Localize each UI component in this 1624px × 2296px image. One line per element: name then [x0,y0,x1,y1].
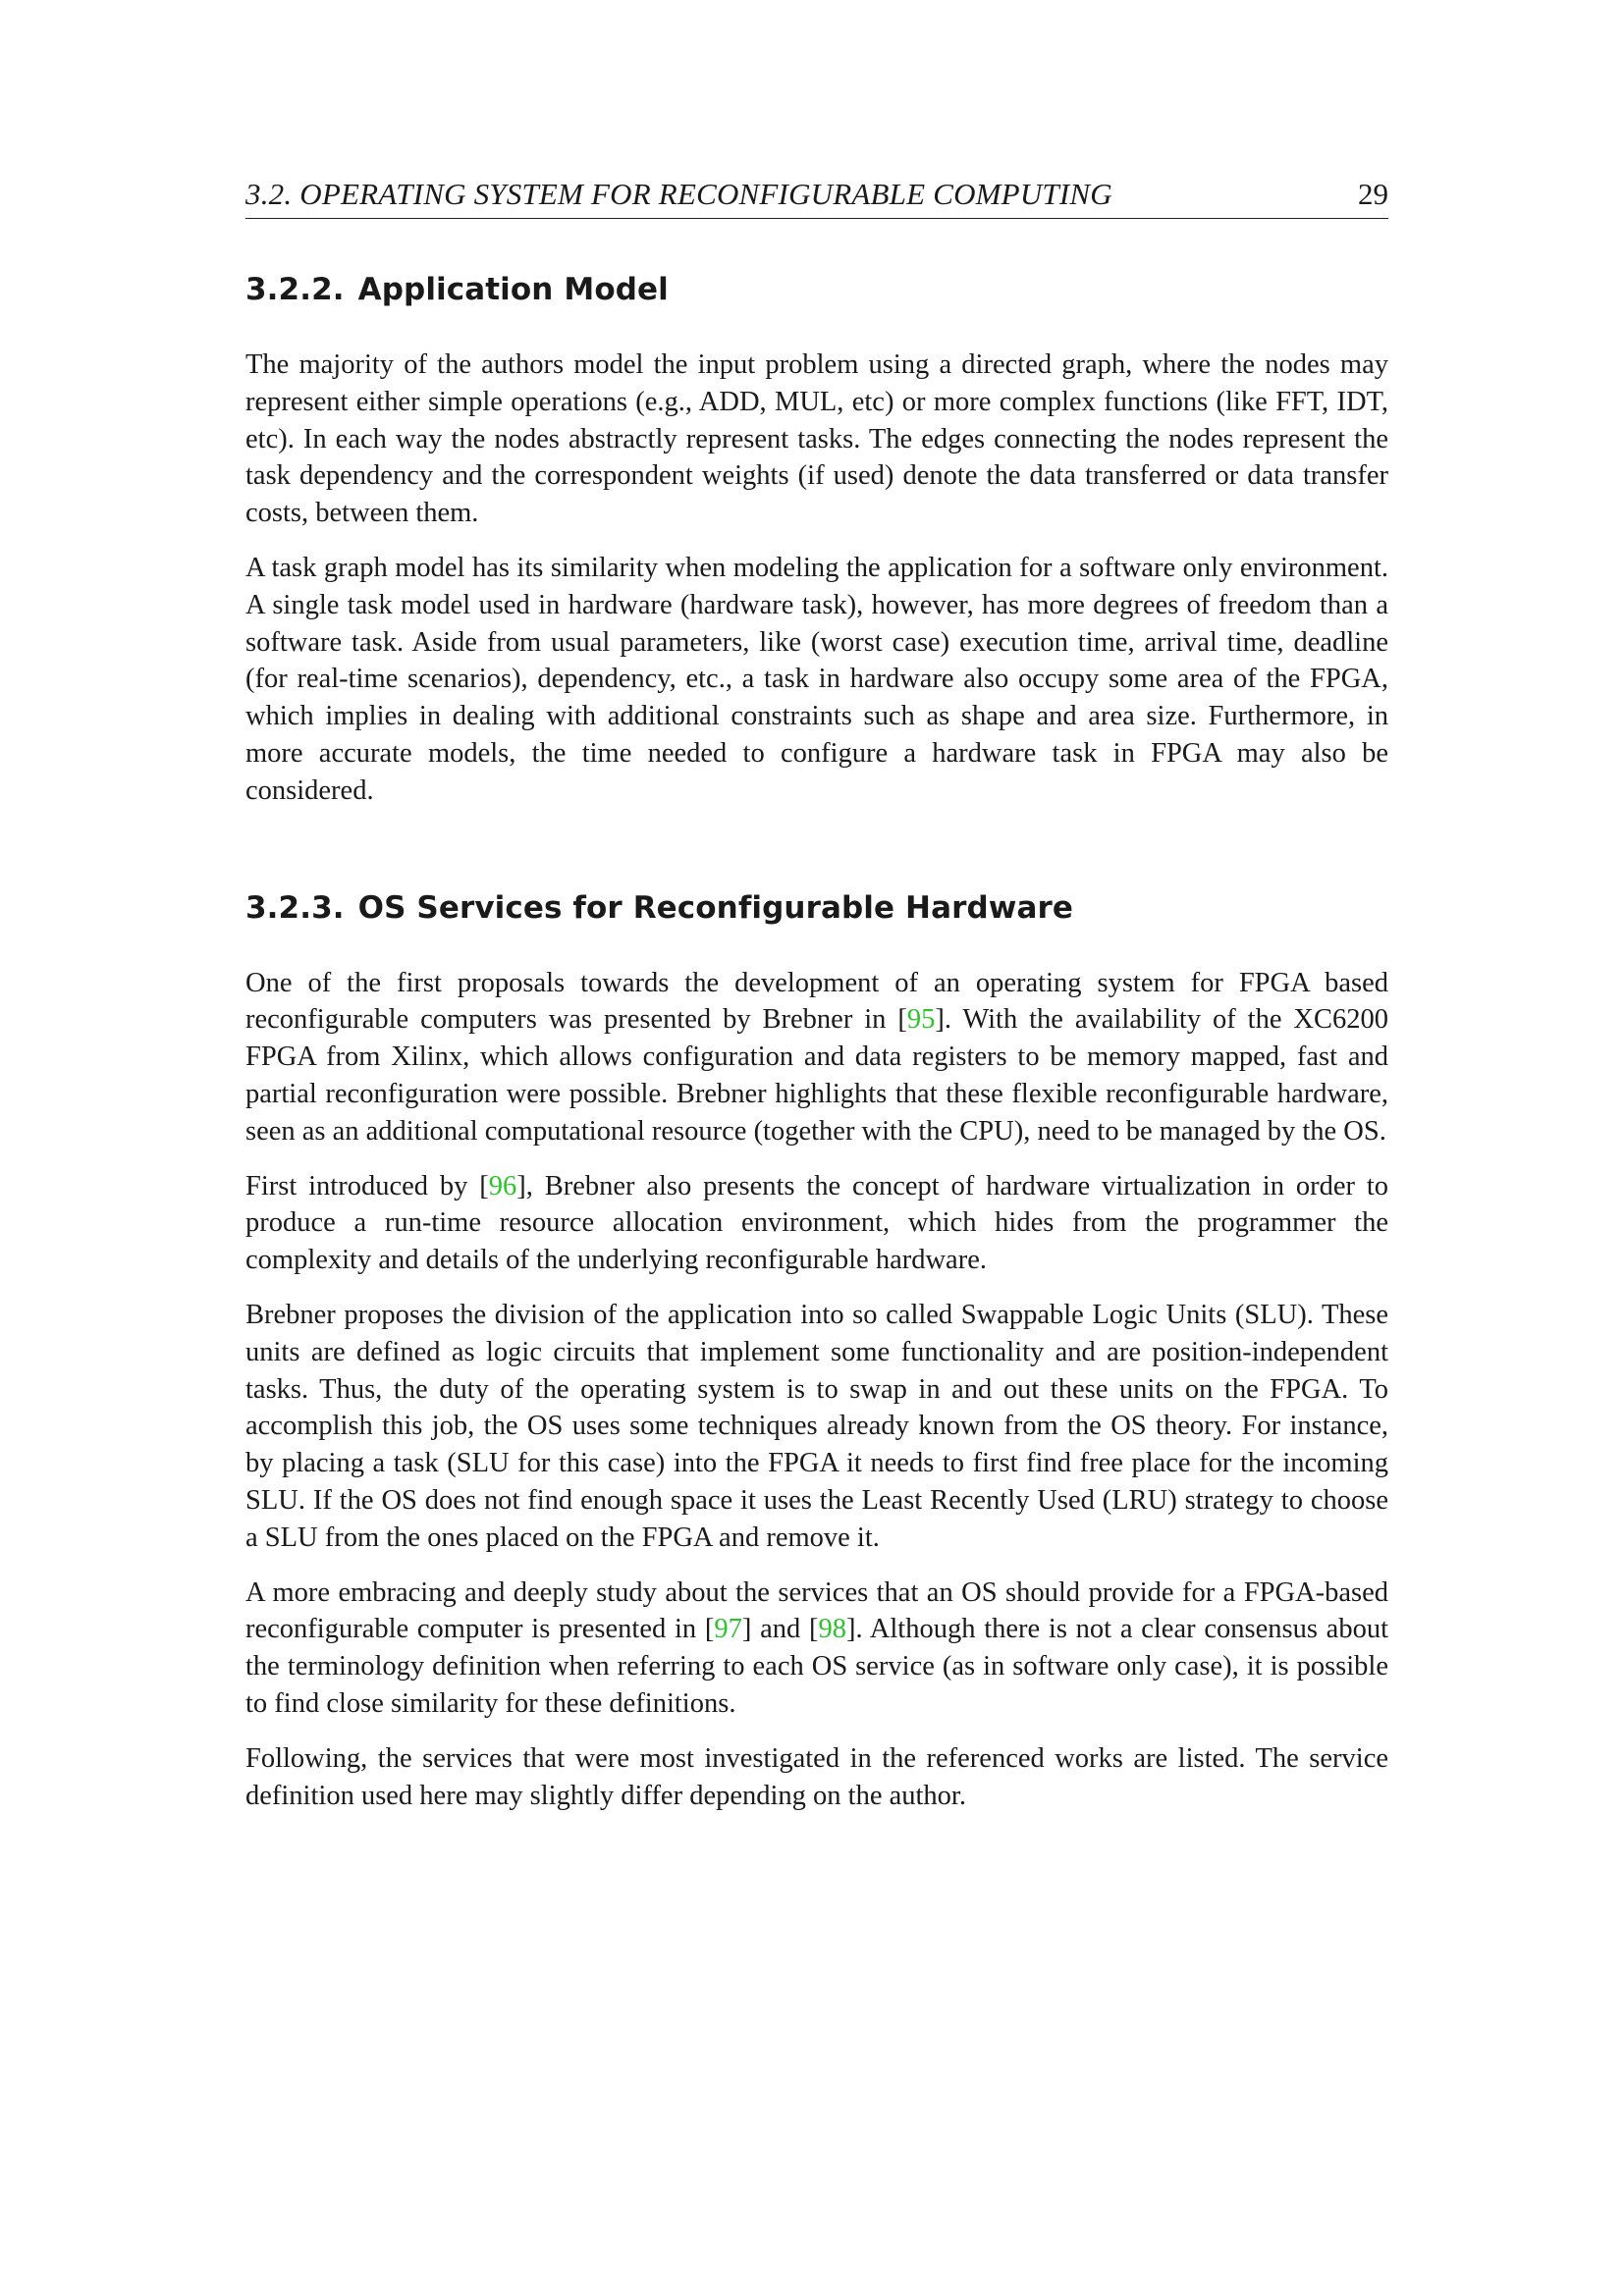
paragraph: A task graph model has its similarity when modeling the application for a software only environment. A single task model used in hardware (hardware task), however, has more degrees of freedom than a software task. Aside from usual parameters, like (worst case) execution time, arrival time, deadline (for real-time scenarios), dependency, etc., a task in hardware also occupy some area of the FPGA, which implies in dealing with additional constraints such as shape and area size. Furthermore, in more accurate models, the time needed to configure a hardware task in FPGA may also be considered. [245,552,1388,806]
header-title: 3.2. OPERATING SYSTEM FOR RECONFIGURABLE COMPUTING [245,177,1112,211]
citation-link[interactable]: 95 [906,1004,936,1036]
section-heading [245,272,1388,307]
citation-link[interactable]: 98 [818,1614,847,1645]
citation-link[interactable]: 96 [488,1170,517,1201]
section-os-services [245,890,1388,1815]
text-run: One of the first proposals towards the development of an operating system for FPGA based reconfigurable computers was presented by Brebner in [ [245,967,1388,1036]
paragraph: Brebner proposes the division of the application into so called Swappable Logic Units (SLU). These units are defined as logic circuits that implement some functionality and are position-independent tasks. Thus, the duty of the operating system is to swap in and out these units on the FPGA. To accomplish this job, the OS uses some techniques already known from the OS theory. For instance, by placing a task (SLU for this case) into the FPGA it needs to first find free place for the incoming SLU. If the OS does not find enough space it uses the Least Recently Used (LRU) strategy to choose a SLU from the ones placed on the FPGA and remove it. [245,1299,1388,1553]
paragraph [245,1575,1388,1723]
section-heading [245,890,1388,926]
paragraph [245,965,1388,1150]
paragraph: Following, the services that were most investigated in the referenced works are listed. The service definition used here may slightly differ depending on the author. [245,1742,1388,1811]
text-run: ], Brebner also presents the concept of hardware virtualization in order to produce a run-time resource allocation environment, which hides from the programmer the complexity and details of the underlying reconfigurable hardware. [245,1170,1388,1276]
section-number: 3.2.3. [245,889,345,926]
text-run: First introduced by [ [245,1170,489,1201]
section-title: Application Model [357,272,669,307]
text-run: ]. Although there is not a clear consensus about the terminology definition when referring to each OS service (as in software only case), it is possible to find close similarity for these definitions. [245,1614,1388,1719]
running-header [245,177,1388,219]
section-application-model [245,272,1388,810]
section-number: 3.2.2. [245,272,345,307]
text-run: ] and [ [741,1614,819,1645]
page-number: 29 [1358,177,1388,211]
paragraph [245,1168,1388,1279]
text-run: ]. With the availability of the XC6200 FPGA from Xilinx, which allows configuration and data registers to be memory mapped, fast and partial reconfiguration were possible. Brebner highlights that these flexible reconfigurable hardware, seen as an additional computational resource (together with the CPU), need to be managed by the OS. [245,1004,1388,1147]
text-run: A more embracing and deeply study about the services that an OS should provide for a FPGA-based reconfigurable computer is presented in [ [245,1576,1388,1645]
section-title: OS Services for Reconfigurable Hardware [357,889,1074,926]
citation-link[interactable]: 97 [714,1614,742,1645]
paragraph: The majority of the authors model the input problem using a directed graph, where the nodes may represent either simple operations (e.g., ADD, MUL, etc) or more complex functions (like FFT, IDT, etc). In each way the nodes abstractly represent tasks. The edges connecting the nodes represent the task dependency and the correspondent weights (if used) denote the data transferred or data transfer costs, between them. [245,349,1388,529]
document-page [245,177,1388,1832]
